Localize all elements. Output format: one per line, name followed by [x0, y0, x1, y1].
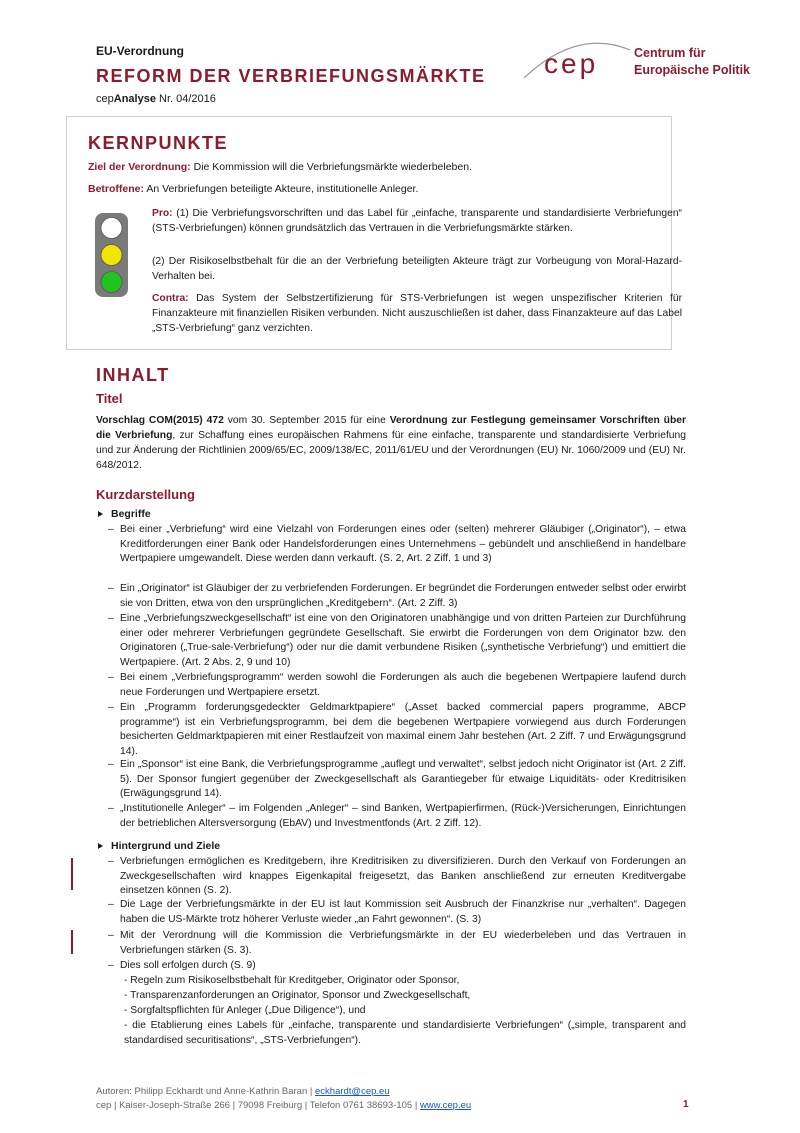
begriffe-heading [98, 508, 151, 520]
address-text: cep | Kaiser-Joseph-Straße 266 | 79098 Freiburg | Telefon 0761 38693-105 | [96, 1100, 420, 1111]
footer-authors [96, 1086, 390, 1097]
document-kicker: EU-Verordnung [96, 44, 185, 58]
analysis-prefix: cep [96, 93, 114, 105]
titel-heading: Titel [96, 391, 123, 406]
list-item-text: Die Lage der Verbriefungsmärkte in der EU ist laut Kommission seit Ausbruch der Finanzkrise nur „verhalten“. Dagegen haben die US-Märkte trotz höherer Verluste wieder „an Fahrt gewonnen“. (S. 3) [120, 899, 686, 925]
cep-logo [522, 38, 632, 88]
org-line-1: Centrum für [634, 46, 706, 60]
ziel-line [88, 161, 472, 173]
begriffe-label: Begriffe [111, 508, 151, 520]
triangle-bullet-icon [98, 511, 103, 517]
list-item: – Verbriefungen ermöglichen es Kreditgebern, ihre Kreditrisiken zu diversifizieren. Durch den Verkauf von Forderungen an Zweckgesellschaften wird knappes Eigenkapital freigesetzt, das Banken anschließend zur erneuten Kreditvergabe einsetzen können (S. 2). [108, 856, 686, 897]
traffic-light-green [101, 272, 122, 293]
pro-paragraph [152, 206, 682, 236]
organisation-name [634, 45, 750, 79]
list-item: – Die Lage der Verbriefungsmärkte in der EU ist laut Kommission seit Ausbruch der Finanzkrise nur „verhalten“. Dagegen haben die US-Märkte trotz höherer Verluste wieder „an Fahrt gewonnen“. (S. 3) [108, 899, 686, 925]
list-item-text: Dies soll erfolgen durch (S. 9) [120, 960, 256, 971]
document-title: REFORM DER VERBRIEFUNGSMÄRKTE [96, 66, 486, 86]
analysis-suffix: Nr. 04/2016 [155, 93, 216, 105]
authors-text: Autoren: Philipp Eckhardt und Anne-Kathrin Baran | [96, 1086, 315, 1097]
logo-wordmark: cep [544, 48, 599, 79]
list-item: – Ein „Sponsor“ ist eine Bank, die Verbriefungsprogramme „auflegt und verwaltet“, selbst jedoch nicht Originator ist (Art. 2 Ziff. 5). Der Sponsor fungiert gegenüber der Zweckgesellschaft als Garantiegeber für etwaige Liquiditäts- oder Kreditrisiken (Erwägungsgrund 14). [108, 759, 686, 800]
list-item: – Mit der Verordnung will die Kommission die Verbriefungsmärkte in der EU wiederbeleben und das Vertrauen in Verbriefungen stärken (S. 3). [108, 930, 686, 956]
contra-text: Das System der Selbstzertifizierung für STS-Verbriefungen ist wegen unspezifischer Kriterien für Finanzakteure mit finanziellen Risiken verbunden. Nicht auszuschließen ist daher, dass Finanzakteure auf das Label „STS-Verbriefung“ ganz verzichten. [152, 293, 683, 334]
footer-address [96, 1100, 471, 1111]
list-item-text: Bei einem „Verbriefungsprogramm“ werden sowohl die Forderungen als auch die begebenen Wertpapiere laufend durch neue Forderungen und Wertpapiere ersetzt. [120, 672, 686, 698]
list-item-text: „Institutionelle Anleger“ – im Folgenden „Anleger“ – sind Banken, Wertpapierfirmen, (Rück-)Versicherungen, Einrichtungen der betrieblichen Altersversorgung (EbAV) und Investmentfonds (Art. 2 Ziff. 12). [120, 803, 686, 829]
list-item: – Dies soll erfolgen durch (S. 9) [108, 960, 256, 971]
sub-list-item: - Transparenzanforderungen an Originator, Sponsor und Zweckgesellschaft, [124, 990, 471, 1001]
traffic-light-yellow [101, 245, 122, 266]
email-link[interactable]: eckhardt@cep.eu [315, 1086, 390, 1097]
list-item-text: Ein „Programm forderungsgedeckter Geldmarktpapiere“ („Asset backed commercial papers programme, ABCP programme“) ist ein Verbriefungsprogramm, bei dem die begebenen Wertpapiere vorwiegend aus durch Forderungen besicherten Geldmarktpapieren mit einer Restlaufzeit von maximal einem Jahr bestehen (Art. 2 Ziff. 7 und Erwägungsgrund 14). [120, 702, 686, 757]
titel-bold-2: Verordnung zur Festlegung gemeinsamer Vorschriften über die Verbriefung [96, 415, 686, 441]
pro-text: (1) Die Verbriefungsvorschriften und das Label für „einfache, transparente und standardisierte Verbriefungen“ (STS-Verbriefungen) können grundsätzlich das Vertrauen in die Verbriefungsmärkte stärken. [152, 208, 682, 234]
list-item-text: Verbriefungen ermöglichen es Kreditgebern, ihre Kreditrisiken zu diversifizieren. Durch den Verkauf von Forderungen an Zweckgesellschaften wird knappes Eigenkapital freigesetzt, das Banken anschließend zur erneuten Kreditvergabe einsetzen können (S. 2). [120, 856, 686, 897]
ziel-text: Die Kommission will die Verbriefungsmärkte wiederbeleben. [190, 161, 472, 173]
hintergrund-heading [98, 840, 220, 852]
list-item-text: Eine „Verbriefungszweckgesellschaft“ ist eine von den Originatoren unabhängige und von dritten Parteien zur Durchführung einer oder mehrerer Verbriefungen gegründete Gesellschaft. Sie erwirbt die Forderungen von dem Originator bzw. den Originatoren („True-sale-Verbriefung“) oder nur die damit verbundene Risiken („synthetische Verbriefung“) und emittiert die Wertpapiere. (Art. 2 Abs. 2, 9 und 10) [120, 613, 686, 668]
hintergrund-label: Hintergrund und Ziele [111, 840, 221, 852]
org-line-2: Europäische Politik [634, 63, 751, 77]
list-item-text: Ein „Originator“ ist Gläubiger der zu verbriefenden Forderungen. Er begründet die Forderungen entweder selbst oder erwirbt sie von Dritten, etwa von den ursprünglichen „Kreditgebern“. (Art. 2 Ziff. 3) [120, 583, 686, 609]
analysis-number [96, 93, 216, 105]
sub-list-item: - die Etablierung eines Labels für „einfache, transparente und standardisierte Verbriefungen“ („simple, transparent and standardised securitisations“, „STS-Verbriefungen“). [124, 1020, 686, 1046]
titel-bold-1: Vorschlag COM(2015) 472 [96, 415, 224, 426]
titel-text-2: , zur Schaffung eines europäischen Rahmens für eine einfache, transparente und standardisierte Verbriefung und zur Änderung der Richtlinien 2009/65/EC, 2009/138/EC, 2011/61/EU und der Verordnungen (EU) Nr. 1060/2009 und (EU) Nr. 648/2012. [96, 430, 686, 471]
betroffene-text: An Verbriefungen beteiligte Akteure, institutionelle Anleger. [144, 183, 419, 195]
pro-label: Pro: [152, 208, 173, 219]
website-link[interactable]: www.cep.eu [419, 1100, 472, 1111]
ziel-label: Ziel der Verordnung: [88, 161, 191, 173]
triangle-bullet-icon [98, 843, 103, 849]
list-item: – Ein „Originator“ ist Gläubiger der zu verbriefenden Forderungen. Er begründet die Forderungen entweder selbst oder erwirbt sie von Dritten, etwa von den ursprünglichen „Kreditgebern“. (Art. 2 Ziff. 3) [108, 583, 686, 609]
list-item-text: Bei einer „Verbriefung“ wird eine Vielzahl von Forderungen eines oder (selten) mehrerer Gläubiger („Originator“), – etwa Kreditforderungen einer Bank oder Handelsforderungen eines Unternehmens – gebündelt und anschließend in handelbare Wertpapiere umgewandelt. Diese werden dann verkauft. (S. 2, Art. 2 Ziff. 1 und 3) [120, 524, 686, 565]
kurzdarstellung-heading: Kurzdarstellung [96, 487, 195, 502]
pro2-paragraph: (2) Der Risikoselbstbehalt für die an der Verbriefung beteiligten Akteure trägt zur Vorbeugung von Moral-Hazard-Verhalten bei. [152, 256, 682, 282]
titel-text-1: vom 30. September 2015 für eine [223, 415, 390, 426]
list-item-text: Mit der Verordnung will die Kommission die Verbriefungsmärkte in der EU wiederbeleben und das Vertrauen in Verbriefungen stärken (S. 3). [120, 930, 686, 956]
kernpunkte-title: KERNPUNKTE [88, 133, 229, 153]
list-item: – Ein „Programm forderungsgedeckter Geldmarktpapiere“ („Asset backed commercial papers programme, ABCP programme“) ist ein Verbriefungsprogramm, bei dem die begebenen Wertpapiere vorwiegend aus durch Forderungen besicherten Geldmarktpapieren mit einer Restlaufzeit von maximal einem Jahr bestehen (Art. 2 Ziff. 7 und Erwägungsgrund 14). [108, 702, 686, 757]
change-marker [71, 930, 73, 954]
sub-list-item: - Regeln zum Risikoselbstbehalt für Kreditgeber, Originator oder Sponsor, [124, 975, 460, 986]
contra-paragraph [152, 291, 682, 336]
change-marker [71, 858, 73, 890]
inhalt-title: INHALT [96, 365, 170, 385]
contra-label: Contra: [152, 293, 189, 304]
list-item: – Bei einem „Verbriefungsprogramm“ werden sowohl die Forderungen als auch die begebenen Wertpapiere laufend durch neue Forderungen und Wertpapiere ersetzt. [108, 672, 686, 698]
titel-paragraph [96, 413, 686, 473]
list-item: – „Institutionelle Anleger“ – im Folgenden „Anleger“ – sind Banken, Wertpapierfirmen, (Rück-)Versicherungen, Einrichtungen der betrieblichen Altersversorgung (EbAV) und Investmentfonds (Art. 2 Ziff. 12). [108, 803, 686, 829]
list-item: – Bei einer „Verbriefung“ wird eine Vielzahl von Forderungen eines oder (selten) mehrerer Gläubiger („Originator“), – etwa Kreditforderungen einer Bank oder Handelsforderungen eines Unternehmens – gebündelt und anschließend in handelbare Wertpapiere umgewandelt. Diese werden dann verkauft. (S. 2, Art. 2 Ziff. 1 und 3) [108, 524, 686, 565]
betroffene-line [88, 183, 418, 195]
sub-list-item: - Sorgfaltspflichten für Anleger („Due Diligence“), und [124, 1005, 366, 1016]
list-item-text: Ein „Sponsor“ ist eine Bank, die Verbriefungsprogramme „auflegt und verwaltet“, selbst jedoch nicht Originator ist (Art. 2 Ziff. 5). Der Sponsor fungiert gegenüber der Zweckgesellschaft als Garantiegeber für etwaige Liquiditäts- oder Kreditrisiken (Erwägungsgrund 14). [120, 759, 686, 800]
analysis-bold: Analyse [113, 93, 156, 105]
traffic-light-icon [94, 212, 129, 298]
betroffene-label: Betroffene: [88, 183, 145, 195]
page-number: 1 [683, 1099, 689, 1110]
list-item: – Eine „Verbriefungszweckgesellschaft“ ist eine von den Originatoren unabhängige und von dritten Parteien zur Durchführung einer oder mehrerer Verbriefungen gegründete Gesellschaft. Sie erwirbt die Forderungen von dem Originator bzw. den Originatoren („True-sale-Verbriefung“) oder nur die damit verbundene Risiken („synthetische Verbriefung“) und emittiert die Wertpapiere. (Art. 2 Abs. 2, 9 und 10) [108, 613, 686, 668]
traffic-light-white [101, 218, 122, 239]
